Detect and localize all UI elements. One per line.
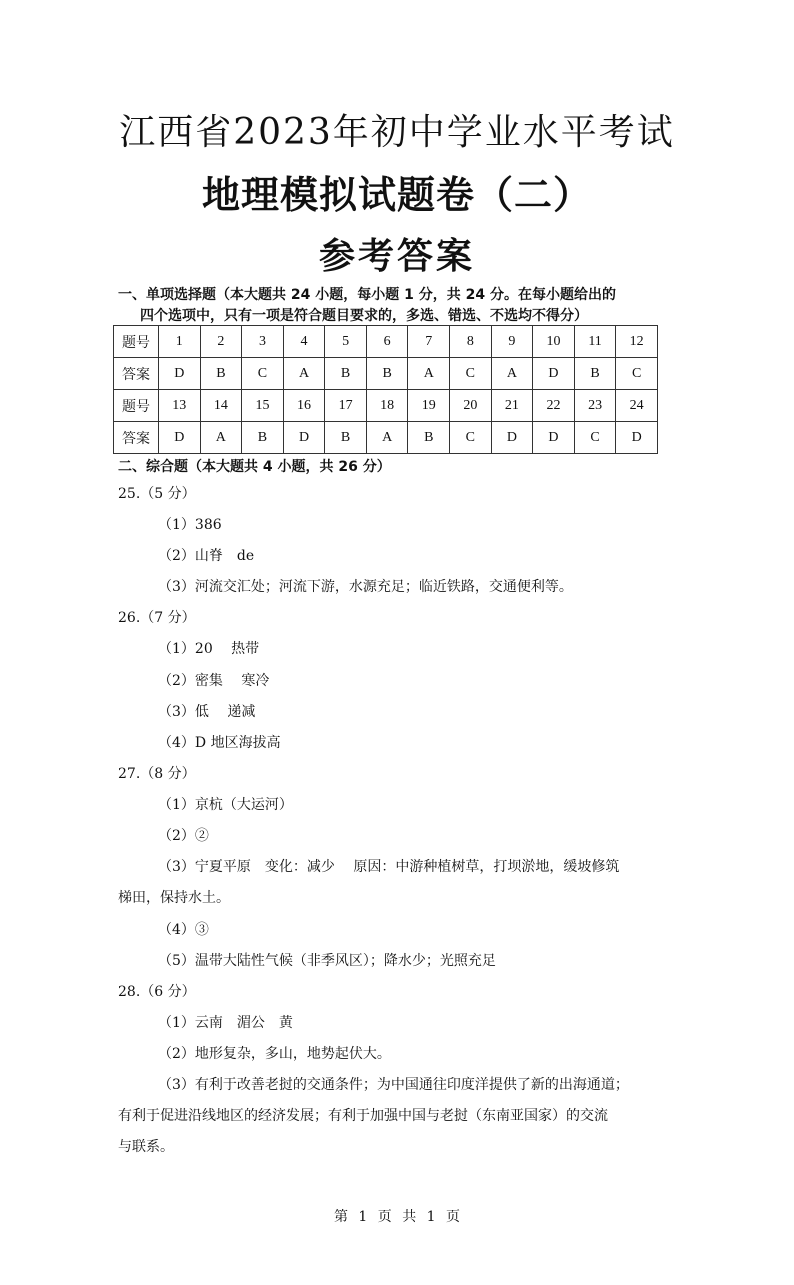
table-cell: 题号 bbox=[114, 326, 159, 358]
question-28-answer-3-cont: 有利于促进沿线地区的经济发展；有利于加强中国与老挝（东南亚国家）的交流 bbox=[118, 1108, 608, 1124]
table-cell: D bbox=[159, 358, 201, 390]
table-cell: B bbox=[325, 422, 367, 454]
table-cell: A bbox=[200, 422, 242, 454]
table-cell: D bbox=[616, 422, 658, 454]
table-cell: 11 bbox=[574, 326, 616, 358]
table-cell: C bbox=[574, 422, 616, 454]
table-cell: D bbox=[159, 422, 201, 454]
table-cell: C bbox=[450, 422, 492, 454]
table-cell: 8 bbox=[450, 326, 492, 358]
question-26-answer-3: （3）低 递减 bbox=[158, 704, 256, 720]
question-27-answer-1: （1）京杭（大运河） bbox=[158, 797, 293, 813]
table-cell: 7 bbox=[408, 326, 450, 358]
table-cell: 18 bbox=[366, 390, 408, 422]
table-cell: 答案 bbox=[114, 358, 159, 390]
table-cell: 5 bbox=[325, 326, 367, 358]
table-cell: 10 bbox=[533, 326, 575, 358]
table-row bbox=[114, 358, 658, 390]
table-cell: D bbox=[283, 422, 325, 454]
table-cell: 20 bbox=[450, 390, 492, 422]
table-cell: B bbox=[200, 358, 242, 390]
table-cell: 2 bbox=[200, 326, 242, 358]
table-row bbox=[114, 422, 658, 454]
table-cell: B bbox=[574, 358, 616, 390]
table-row bbox=[114, 390, 658, 422]
paper-title: 地理模拟试题卷（二） bbox=[201, 173, 592, 217]
question-26-answer-1: （1）20 热带 bbox=[158, 641, 260, 657]
question-25-answer-1: （1）386 bbox=[158, 517, 222, 533]
table-cell: 23 bbox=[574, 390, 616, 422]
table-cell: 12 bbox=[616, 326, 658, 358]
question-27-answer-3-cont: 梯田，保持水土。 bbox=[118, 890, 230, 906]
section2-heading: 二、综合题（本大题共 4 小题，共 26 分） bbox=[118, 459, 391, 475]
table-cell: 13 bbox=[159, 390, 201, 422]
table-cell: 14 bbox=[200, 390, 242, 422]
table-cell: 15 bbox=[242, 390, 284, 422]
table-cell: A bbox=[491, 358, 533, 390]
question-25-title: 25.（5 分） bbox=[118, 486, 196, 502]
question-25-answer-2: （2）山脊 de bbox=[158, 548, 255, 564]
table-cell: B bbox=[242, 422, 284, 454]
answer-table bbox=[113, 325, 658, 454]
question-28-answer-2: （2）地形复杂，多山，地势起伏大。 bbox=[158, 1046, 391, 1062]
table-cell: 9 bbox=[491, 326, 533, 358]
table-cell: 16 bbox=[283, 390, 325, 422]
section1-line2: 四个选项中，只有一项是符合题目要求的，多选、错选、不选均不得分） bbox=[140, 308, 588, 324]
page-footer: 第 1 页 共 1 页 bbox=[333, 1209, 461, 1225]
table-cell: D bbox=[533, 358, 575, 390]
question-26-title: 26.（7 分） bbox=[118, 610, 196, 626]
table-row bbox=[114, 326, 658, 358]
answer-key-title: 参考答案 bbox=[318, 235, 475, 277]
question-26-answer-4: （4）D 地区海拔高 bbox=[158, 735, 281, 751]
question-28-title: 28.（6 分） bbox=[118, 984, 196, 1000]
table-cell: B bbox=[325, 358, 367, 390]
table-cell: B bbox=[408, 422, 450, 454]
table-cell: 22 bbox=[533, 390, 575, 422]
table-cell: C bbox=[242, 358, 284, 390]
table-cell: 21 bbox=[491, 390, 533, 422]
table-cell: D bbox=[533, 422, 575, 454]
table-cell: 答案 bbox=[114, 422, 159, 454]
question-25-answer-3: （3）河流交汇处；河流下游，水源充足；临近铁路，交通便利等。 bbox=[158, 579, 573, 595]
table-cell: 3 bbox=[242, 326, 284, 358]
table-cell: 19 bbox=[408, 390, 450, 422]
question-27-title: 27.（8 分） bbox=[118, 766, 196, 782]
table-cell: B bbox=[366, 358, 408, 390]
question-28-answer-3: （3）有利于改善老挝的交通条件；为中国通往印度洋提供了新的出海通道； bbox=[158, 1077, 629, 1093]
table-cell: A bbox=[283, 358, 325, 390]
question-28-answer-1: （1）云南 湄公 黄 bbox=[158, 1015, 293, 1031]
table-cell: C bbox=[450, 358, 492, 390]
exam-title: 江西省2023年初中学业水平考试 bbox=[119, 112, 675, 153]
table-cell: 4 bbox=[283, 326, 325, 358]
question-27-answer-4: （4）③ bbox=[158, 922, 209, 938]
question-27-answer-3: （3）宁夏平原 变化：减少 原因：中游种植树草，打坝淤地，缓坡修筑 bbox=[158, 859, 620, 875]
table-cell: D bbox=[491, 422, 533, 454]
table-cell: A bbox=[366, 422, 408, 454]
question-27-answer-5: （5）温带大陆性气候（非季风区）；降水少；光照充足 bbox=[158, 953, 496, 969]
table-cell: C bbox=[616, 358, 658, 390]
table-cell: 6 bbox=[366, 326, 408, 358]
table-cell: 24 bbox=[616, 390, 658, 422]
table-cell: 题号 bbox=[114, 390, 159, 422]
question-26-answer-2: （2）密集 寒冷 bbox=[158, 673, 270, 689]
question-27-answer-2: （2）② bbox=[158, 828, 209, 844]
table-cell: 17 bbox=[325, 390, 367, 422]
table-cell: A bbox=[408, 358, 450, 390]
table-cell: 1 bbox=[159, 326, 201, 358]
section1-heading bbox=[118, 285, 678, 327]
section1-line1: 一、单项选择题（本大题共 24 小题，每小题 1 分，共 24 分。在每小题给出的 bbox=[118, 287, 616, 303]
question-28-answer-3-end: 与联系。 bbox=[118, 1139, 174, 1155]
